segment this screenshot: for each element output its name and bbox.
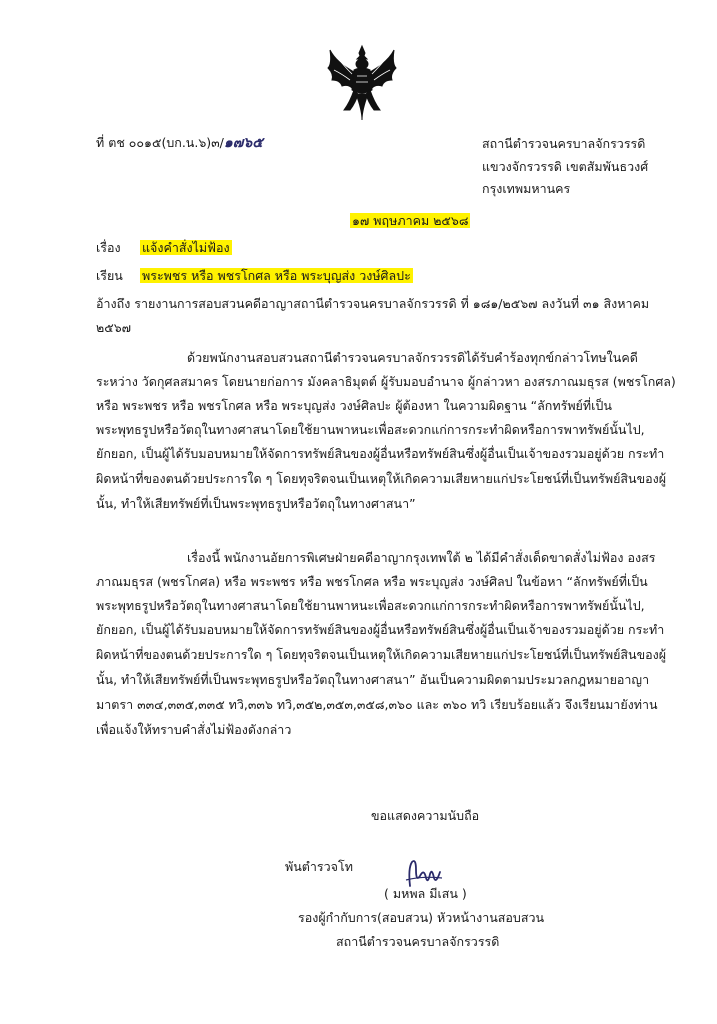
signer-position-2: สถานีตำรวจนครบาลจักรวรรดิ	[336, 934, 500, 949]
para2-line: ผิดหน้าที่ของตนด้วยประการใด ๆ โดยทุจริตจนเป็นเหตุให้เกิดความเสียหายแก่ประโยชน์ที่เป็นทรัพย์สินของผู้	[96, 647, 667, 662]
para2-line: ภาณมธุรส (พชรโกศล) หรือ พระพชร หรือ พชรโกศล หรือ พระบุญส่ง วงษ์ศิลป ในข้อหา “ลักทรัพย์ที่เป็น	[96, 574, 648, 589]
para2-line: เรื่องนี้ พนักงานอัยการพิเศษฝ่ายคดีอาญากรุงเทพใต้ ๒ ได้มีคำสั่งเด็ดขาดสั่งไม่ฟ้อง องสร	[187, 550, 656, 565]
para2-line: พระพุทธรูปหรือวัตถุในทางศาสนาโดยใช้ยานพาหนะเพื่อสะดวกแก่การกระทำผิดหรือการพาทรัพย์นั้นไป,	[96, 598, 645, 613]
para1-line: ยักยอก, เป็นผู้ได้รับมอบหมายให้จัดการทรัพย์สินของผู้อื่นหรือทรัพย์สินซึ่งผู้อื่นเป็นเจ้าของรวมอยู่ด้วย กระทำ	[96, 446, 665, 461]
org-city: กรุงเทพมหานคร	[482, 181, 571, 196]
garuda-emblem-icon	[326, 44, 398, 122]
org-name: สถานีตำรวจนครบาลจักรวรรดิ	[482, 136, 646, 151]
signature-mark	[402, 856, 446, 890]
signer-name: ( มหพล มีเสน )	[384, 886, 467, 901]
signer-position-1: รองผู้กำกับการ(สอบสวน) หัวหน้างานสอบสวน	[298, 910, 545, 925]
para1-line: ระหว่าง วัดกุศลสมาคร โดยนายก่อการ มังคลาธิมุตต์ ผู้รับมอบอำนาจ ผู้กล่าวหา องสรภาณมธุรส (พชรโกศล)	[96, 374, 676, 389]
para2-line: เพื่อแจ้งให้ทราบคำสั่งไม่ฟ้องดังกล่าว	[96, 722, 292, 737]
reference-number: ที่ ตช ๐๐๑๕(บก.น.๖)๓/๑๗๖๕	[96, 135, 263, 151]
para1-line: นั้น, ทำให้เสียทรัพย์ที่เป็นพระพุทธรูปหรือวัตถุในทางศาสนา”	[96, 496, 416, 511]
letter-date: ๑๗ พฤษภาคม ๒๕๖๘	[352, 213, 469, 228]
closing-salutation: ขอแสดงความนับถือ	[371, 808, 480, 823]
para2-line: นั้น, ทำให้เสียทรัพย์ที่เป็นพระพุทธรูปหรือวัตถุในทางศาสนา” อันเป็นความผิดตามประมวลกฎหมายอาญา	[96, 672, 650, 687]
org-district: แขวงจักรวรรดิ เขตสัมพันธวงศ์	[482, 159, 649, 174]
para1-line: หรือ พระพชร หรือ พชรโกศล หรือ พระบุญส่ง วงษ์ศิลปะ ผู้ต้องหา ในความผิดฐาน “ลักทรัพย์ที่เป็น	[96, 398, 612, 413]
para1-line: ผิดหน้าที่ของตนด้วยประการใด ๆ โดยทุจริตจนเป็นเหตุให้เกิดความเสียหายแก่ประโยชน์ที่เป็นทรัพย์สินของผู้	[96, 471, 667, 486]
addressee-label: เรียน	[96, 268, 123, 283]
para1-line: พระพุทธรูปหรือวัตถุในทางศาสนาโดยใช้ยานพาหนะเพื่อสะดวกแก่การกระทำผิดหรือการพาทรัพย์นั้นไป,	[96, 422, 645, 437]
reference-line-1: อ้างถึง รายงานการสอบสวนคดีอาญาสถานีตำรวจนครบาลจักรวรรดิ ที่ ๑๘๑/๒๕๖๗ ลงวันที่ ๓๑ สิงหาคม	[96, 296, 650, 311]
reference-line-2: ๒๕๖๗	[96, 320, 132, 335]
para2-line: ยักยอก, เป็นผู้ได้รับมอบหมายให้จัดการทรัพย์สินของผู้อื่นหรือทรัพย์สินซึ่งผู้อื่นเป็นเจ้าของรวมอยู่ด้วย กระทำ	[96, 622, 665, 637]
subject-label: เรื่อง	[96, 240, 121, 255]
para1-line: ด้วยพนักงานสอบสวนสถานีตำรวจนครบาลจักรวรรดิได้รับคำร้องทุกข์กล่าวโทษในคดี	[187, 350, 638, 365]
addressee-value: พระพชร หรือ พชรโกศล หรือ พระบุญส่ง วงษ์ศิลปะ	[142, 268, 411, 283]
reference-number-handwritten: ๑๗๖๕	[223, 135, 263, 151]
signer-rank: พันตำรวจโท	[285, 859, 353, 874]
subject-value: แจ้งคำสั่งไม่ฟ้อง	[142, 240, 230, 255]
para2-line: มาตรา ๓๓๔,๓๓๕,๓๓๕ ทวิ,๓๓๖ ทวิ,๓๕๒,๓๕๓,๓๕๘,๓๖๐ และ ๓๖๐ ทวิ เรียบร้อยแล้ว จึงเรียนมายังท่าน	[96, 697, 658, 712]
